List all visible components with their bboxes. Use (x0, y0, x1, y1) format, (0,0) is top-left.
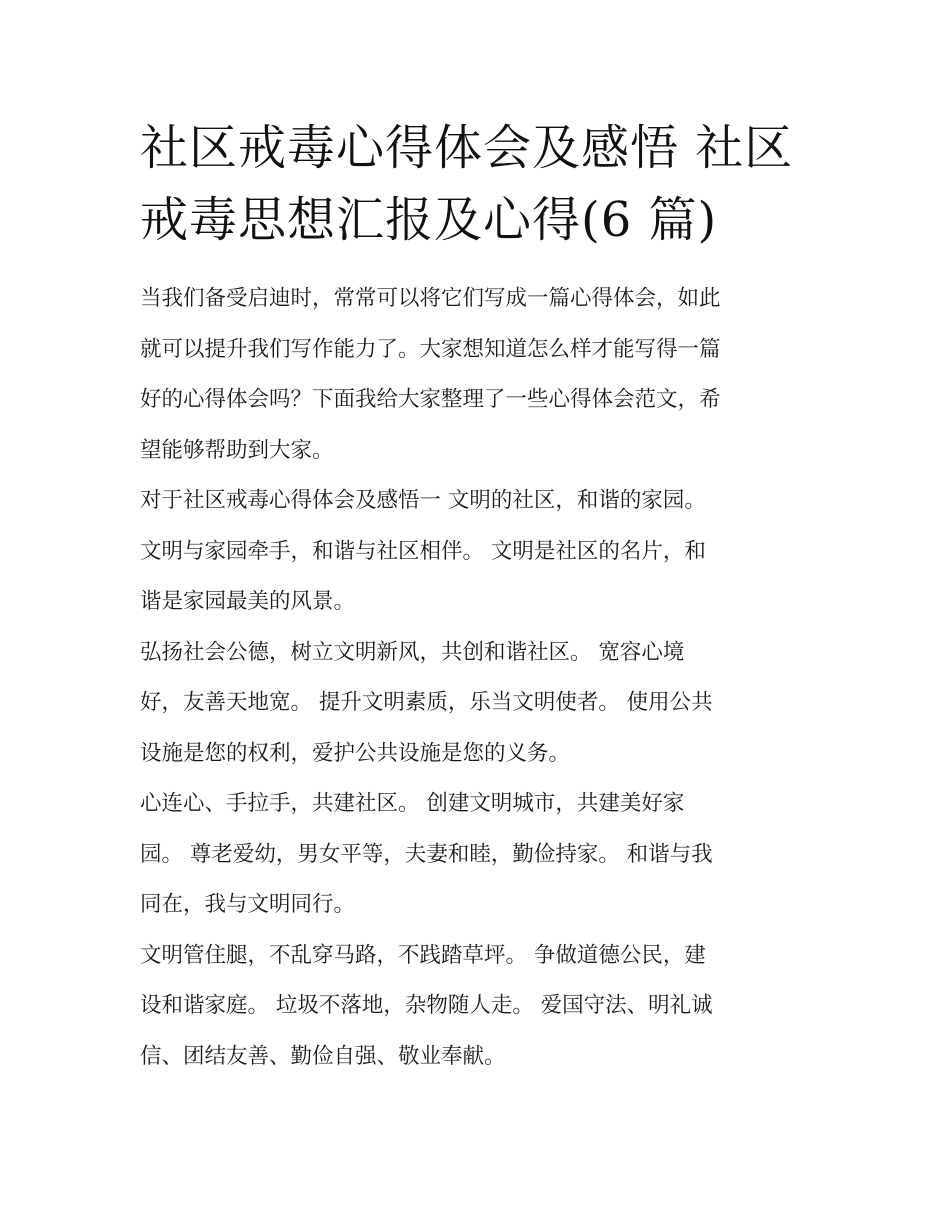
paragraph-line: 设和谐家庭。 垃圾不落地，杂物随人走。 爱国守法、明礼诚 (140, 993, 713, 1018)
paragraph-line: 信、团结友善、勤俭自强、敬业奉献。 (140, 1043, 506, 1069)
paragraph-line: 望能够帮助到大家。 (140, 437, 334, 463)
paragraph-line: 园。 尊老爱幼，男女平等，夫妻和睦，勤俭持家。 和谐与我 (140, 841, 713, 867)
paragraph-line: 当我们备受启迪时，常常可以将它们写成一篇心得体会，如此 (140, 286, 721, 311)
paragraph-line: 设施是您的权利，爱护公共设施是您的义务。 (140, 740, 571, 766)
paragraph-line: 好，友善天地宽。 提升文明素质，乐当文明使者。 使用公共 (140, 690, 713, 715)
paragraph-line: 好的心得体会吗？下面我给大家整理了一些心得体会范文，希 (140, 387, 721, 412)
title-line-1: 社区戒毒心得体会及感悟 社区 (140, 120, 794, 176)
document-content (140, 112, 812, 1082)
paragraph-5 (140, 931, 812, 1083)
paragraph-line: 文明管住腿，不乱穿马路，不践踏草坪。 争做道德公民，建 (140, 942, 706, 968)
paragraph-line: 对于社区戒毒心得体会及感悟一 文明的社区，和谐的家园。 (140, 488, 706, 513)
paragraph-line: 同在，我与文明同行。 (140, 892, 356, 917)
document-title (140, 112, 812, 256)
paragraph-line: 弘扬社会公德，树立文明新风，共创和谐社区。 宽容心境 (140, 639, 685, 665)
paragraph-2 (140, 476, 812, 628)
paragraph-intro (140, 274, 812, 476)
paragraph-line: 就可以提升我们写作能力了。大家想知道怎么样才能写得一篇 (140, 336, 721, 362)
paragraph-3 (140, 628, 812, 780)
paragraph-4 (140, 779, 812, 931)
paragraph-line: 心连心、手拉手，共建社区。 创建文明城市，共建美好家 (140, 791, 685, 816)
paragraph-line: 文明与家园牵手，和谐与社区相伴。 文明是社区的名片，和 (140, 538, 706, 564)
title-line-2: 戒毒思想汇报及心得(6 篇) (140, 192, 718, 248)
paragraph-line: 谐是家园最美的风景。 (140, 589, 356, 614)
